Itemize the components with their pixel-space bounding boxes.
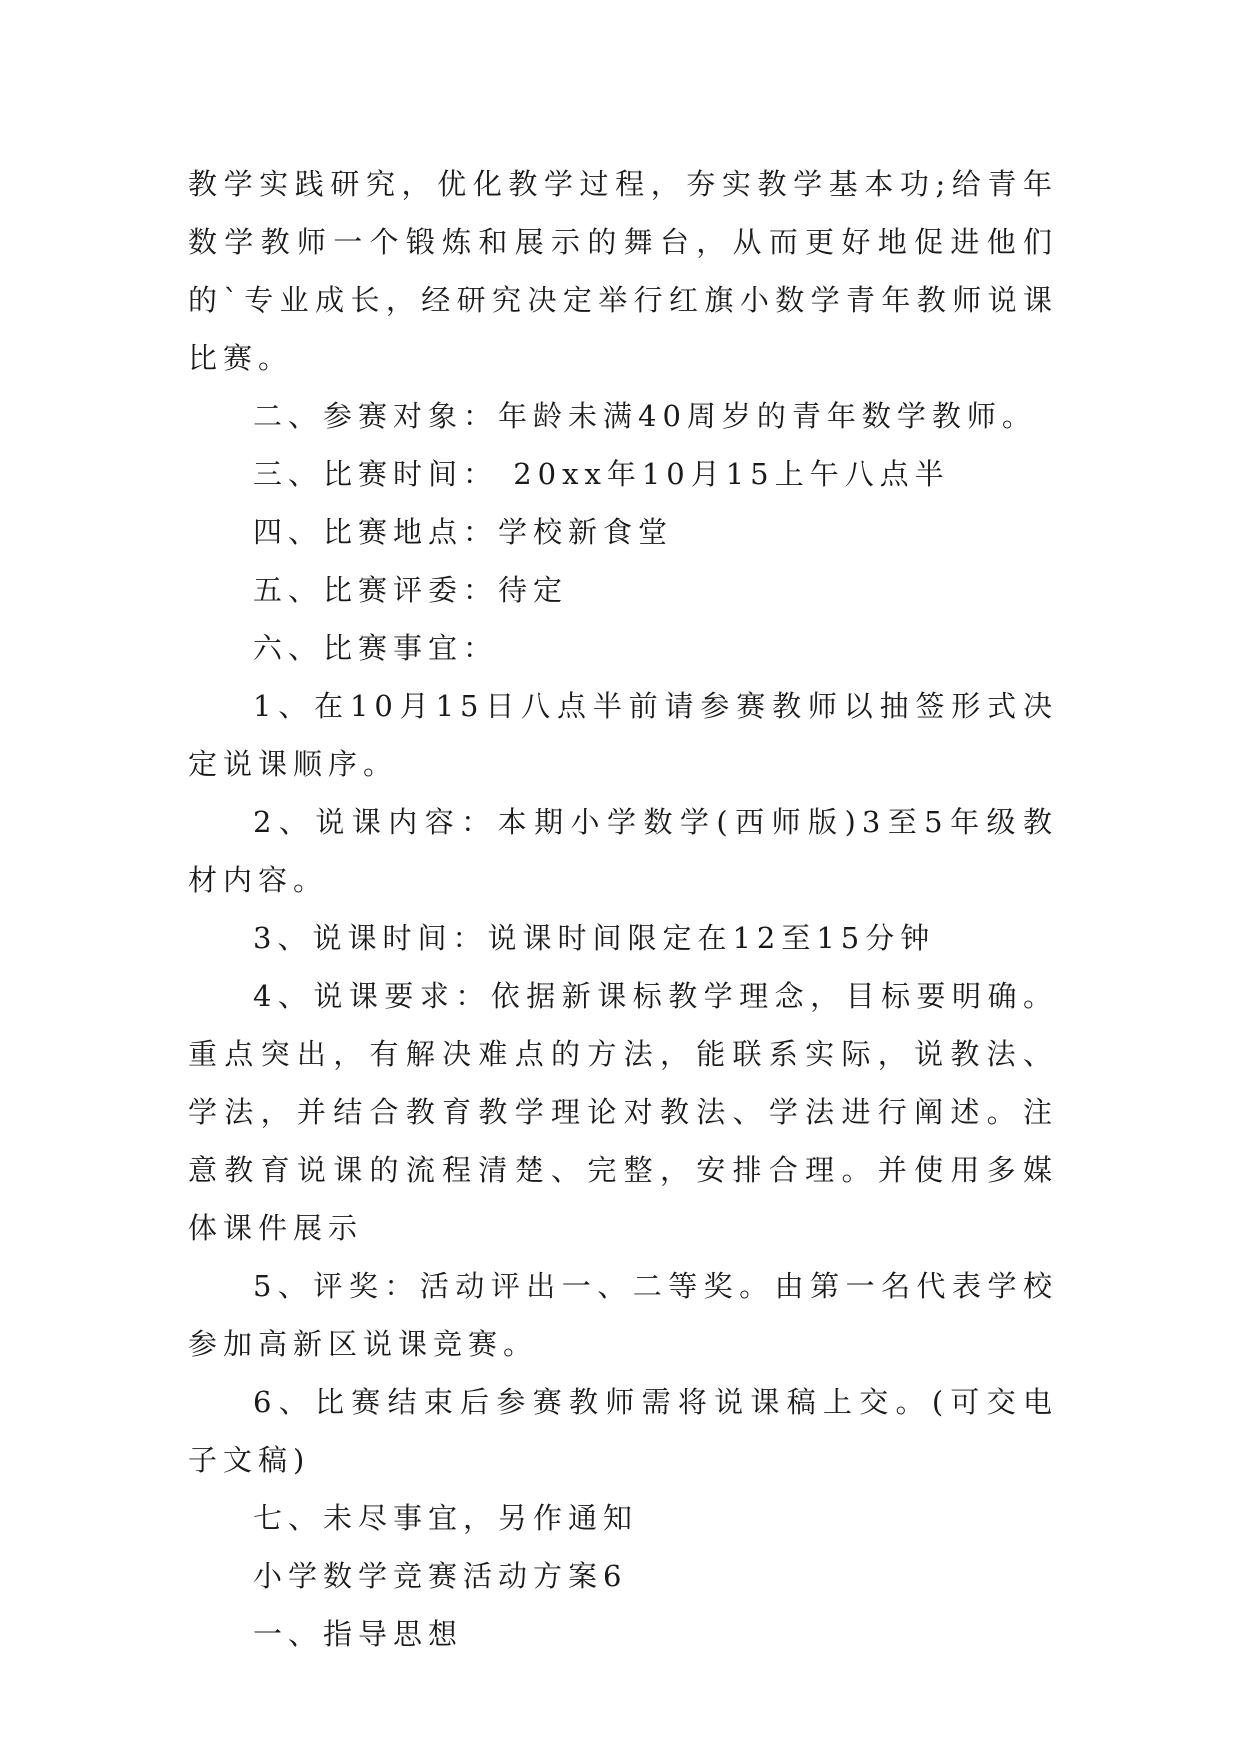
paragraph-other-matters: 七、未尽事宜，另作通知 (253, 1501, 639, 1535)
paragraph-participants: 二、参赛对象：年龄未满40周岁的青年数学教师。 (253, 399, 1037, 433)
paragraph-item-6: 6、比赛结束后参赛教师需将说课稿上交。(可交电子文稿) (188, 1385, 1058, 1477)
paragraph-guiding-idea-heading: 一、指导思想 (253, 1617, 464, 1651)
paragraph-time: 三、比赛时间： 20xx年10月15上午八点半 (253, 457, 950, 491)
paragraph-matters-heading: 六、比赛事宜： (253, 631, 499, 665)
paragraph-item-4: 4、说课要求：依据新课标教学理念，目标要明确。重点突出，有解决难点的方法，能联系实际，说教法、学法，并结合教育教学理论对教法、学法进行阐述。注意教育说课的流程清楚、完整，安排合理。并使用多媒体课件展示 (188, 979, 1058, 1245)
paragraph-intro-continued: 教学实践研究，优化教学过程，夯实教学基本功;给青年数学教师一个锻炼和展示的舞台，从而更好地促进他们的`专业成长，经研究决定举行红旗小数学青年教师说课比赛。 (188, 167, 1058, 375)
paragraph-item-2: 2、说课内容：本期小学数学(西师版)3至5年级教材内容。 (188, 805, 1058, 897)
paragraph-judges: 五、比赛评委：待定 (253, 573, 569, 607)
paragraph-item-3: 3、说课时间：说课时间限定在12至15分钟 (253, 921, 936, 955)
document-body (188, 155, 1058, 1663)
paragraph-item-5: 5、评奖：活动评出一、二等奖。由第一名代表学校参加高新区说课竞赛。 (188, 1269, 1058, 1361)
section-title: 小学数学竞赛活动方案6 (253, 1559, 628, 1593)
paragraph-location: 四、比赛地点：学校新食堂 (253, 515, 674, 549)
paragraph-item-1: 1、在10月15日八点半前请参赛教师以抽签形式决定说课顺序。 (188, 689, 1058, 781)
